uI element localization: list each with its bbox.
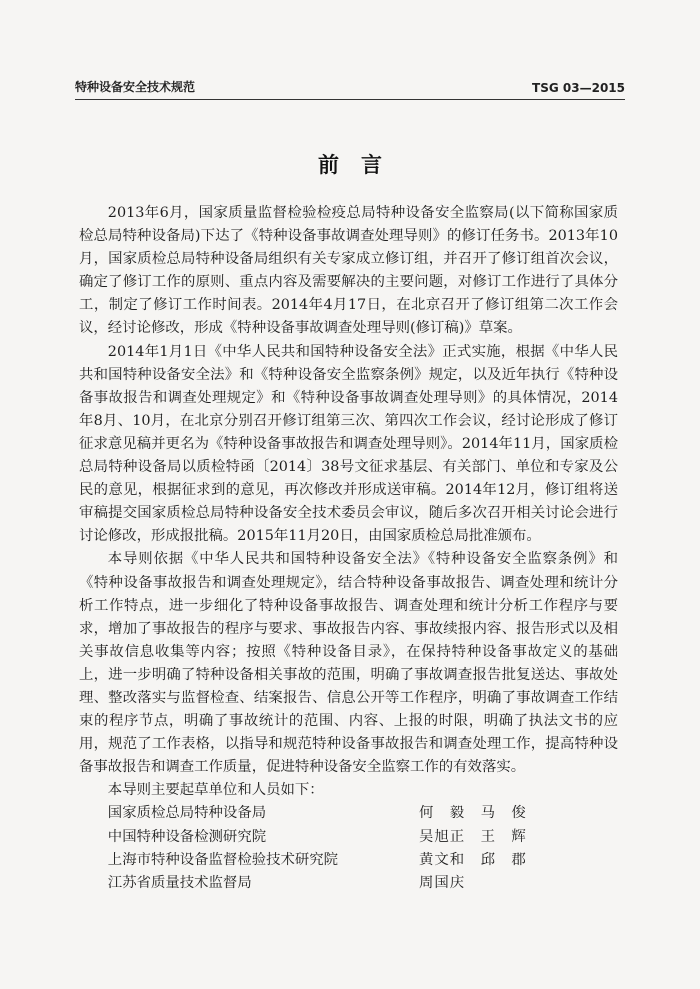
contributor-people: 黄文和 邱 郡 bbox=[419, 851, 527, 868]
paragraph-2: 2014年1月1日《中华人民共和国特种设备安全法》正式实施，根据《中华人民共和国特种设备安全法》和《特种设备安全监察条例》规定，以及近年执行《特种设备事故报告和调查处理规定》和《特种设备事故调查处理导则》的具体情况，2014年8月、10月，在北京分别召开修订组第三次、第四次工作会议，经讨论形成了修订征求意见稿并更名为《特种设备事故报告和调查处理导则》。2014年11月，国家质检总局特种设备局以质检特函〔2014〕38号文征求基层、有关部门、单位和专家及公民的意见，根据征求到的意见，再次修改并形成送审稿。2014年12月，修订组将送审稿提交国家质检总局特种设备安全技术委员会审议，随后多次召开相关讨论会进行讨论修改，形成报批稿。2015年11月20日，由国家质检总局批准颁布。 bbox=[79, 343, 618, 545]
contributor-org: 国家质检总局特种设备局 bbox=[107, 805, 267, 822]
contributor-org: 中国特种设备检测研究院 bbox=[107, 828, 267, 845]
contributor-people: 何 毅 马 俊 bbox=[419, 805, 527, 822]
contributor-people: 周国庆 bbox=[419, 874, 466, 891]
page-title: 前言 bbox=[318, 153, 404, 177]
contributor-org: 上海市特种设备监督检验技术研究院 bbox=[107, 851, 339, 868]
paragraph-4: 本导则主要起草单位和人员如下： bbox=[107, 782, 324, 799]
preface-body bbox=[79, 202, 618, 895]
paragraph-1: 2013年6月，国家质量监督检验检疫总局特种设备安全监察局(以下简称国家质检总局特种设备局)下达了《特种设备事故调查处理导则》的修订任务书。2013年10月，国家质检总局特种设备局组织有关专家成立修订组，并召开了修订组首次会议，确定了修订工作的原则、重点内容及需要解决的主要问题，对修订工作进行了具体分工，制定了修订工作时间表。2014年4月17日，在北京召开了修订组第二次工作会议，经讨论修改，形成《特种设备事故调查处理导则(修订稿)》草案。 bbox=[79, 205, 618, 337]
header-standard-code: TSG 03—2015 bbox=[532, 81, 625, 95]
header-standard-series: 特种设备安全技术规范 bbox=[75, 80, 196, 94]
running-header bbox=[75, 78, 625, 95]
contributor-people: 吴旭正 王 辉 bbox=[419, 828, 527, 845]
contributor-row bbox=[79, 802, 618, 825]
contributor-org: 江苏省质量技术监督局 bbox=[107, 874, 252, 891]
contributor-row bbox=[79, 849, 618, 872]
header-divider bbox=[75, 99, 625, 100]
contributor-list bbox=[79, 802, 618, 894]
contributor-row bbox=[79, 826, 618, 849]
paragraph-3: 本导则依据《中华人民共和国特种设备安全法》《特种设备安全监察条例》和《特种设备事故报告和调查处理规定》，结合特种设备事故报告、调查处理和统计分析工作特点，进一步细化了特种设备事故报告、调查处理和统计分析工作程序与要求，增加了事故报告的程序与要求、事故报告内容、事故续报内容、报告形式以及相关事故信息收集等内容；按照《特种设备目录》，在保持特种设备事故定义的基础上，进一步明确了特种设备相关事故的范围，明确了事故调查报告批复送达、事故处理、整改落实与监督检查、结案报告、信息公开等工作程序，明确了事故调查工作结束的程序节点，明确了事故统计的范围、内容、上报的时限，明确了执法文书的应用，规范了工作表格，以指导和规范特种设备事故报告和调查处理工作，提高特种设备事故报告和调查工作质量，促进特种设备安全监察工作的有效落实。 bbox=[79, 551, 618, 776]
contributor-row bbox=[79, 872, 618, 895]
